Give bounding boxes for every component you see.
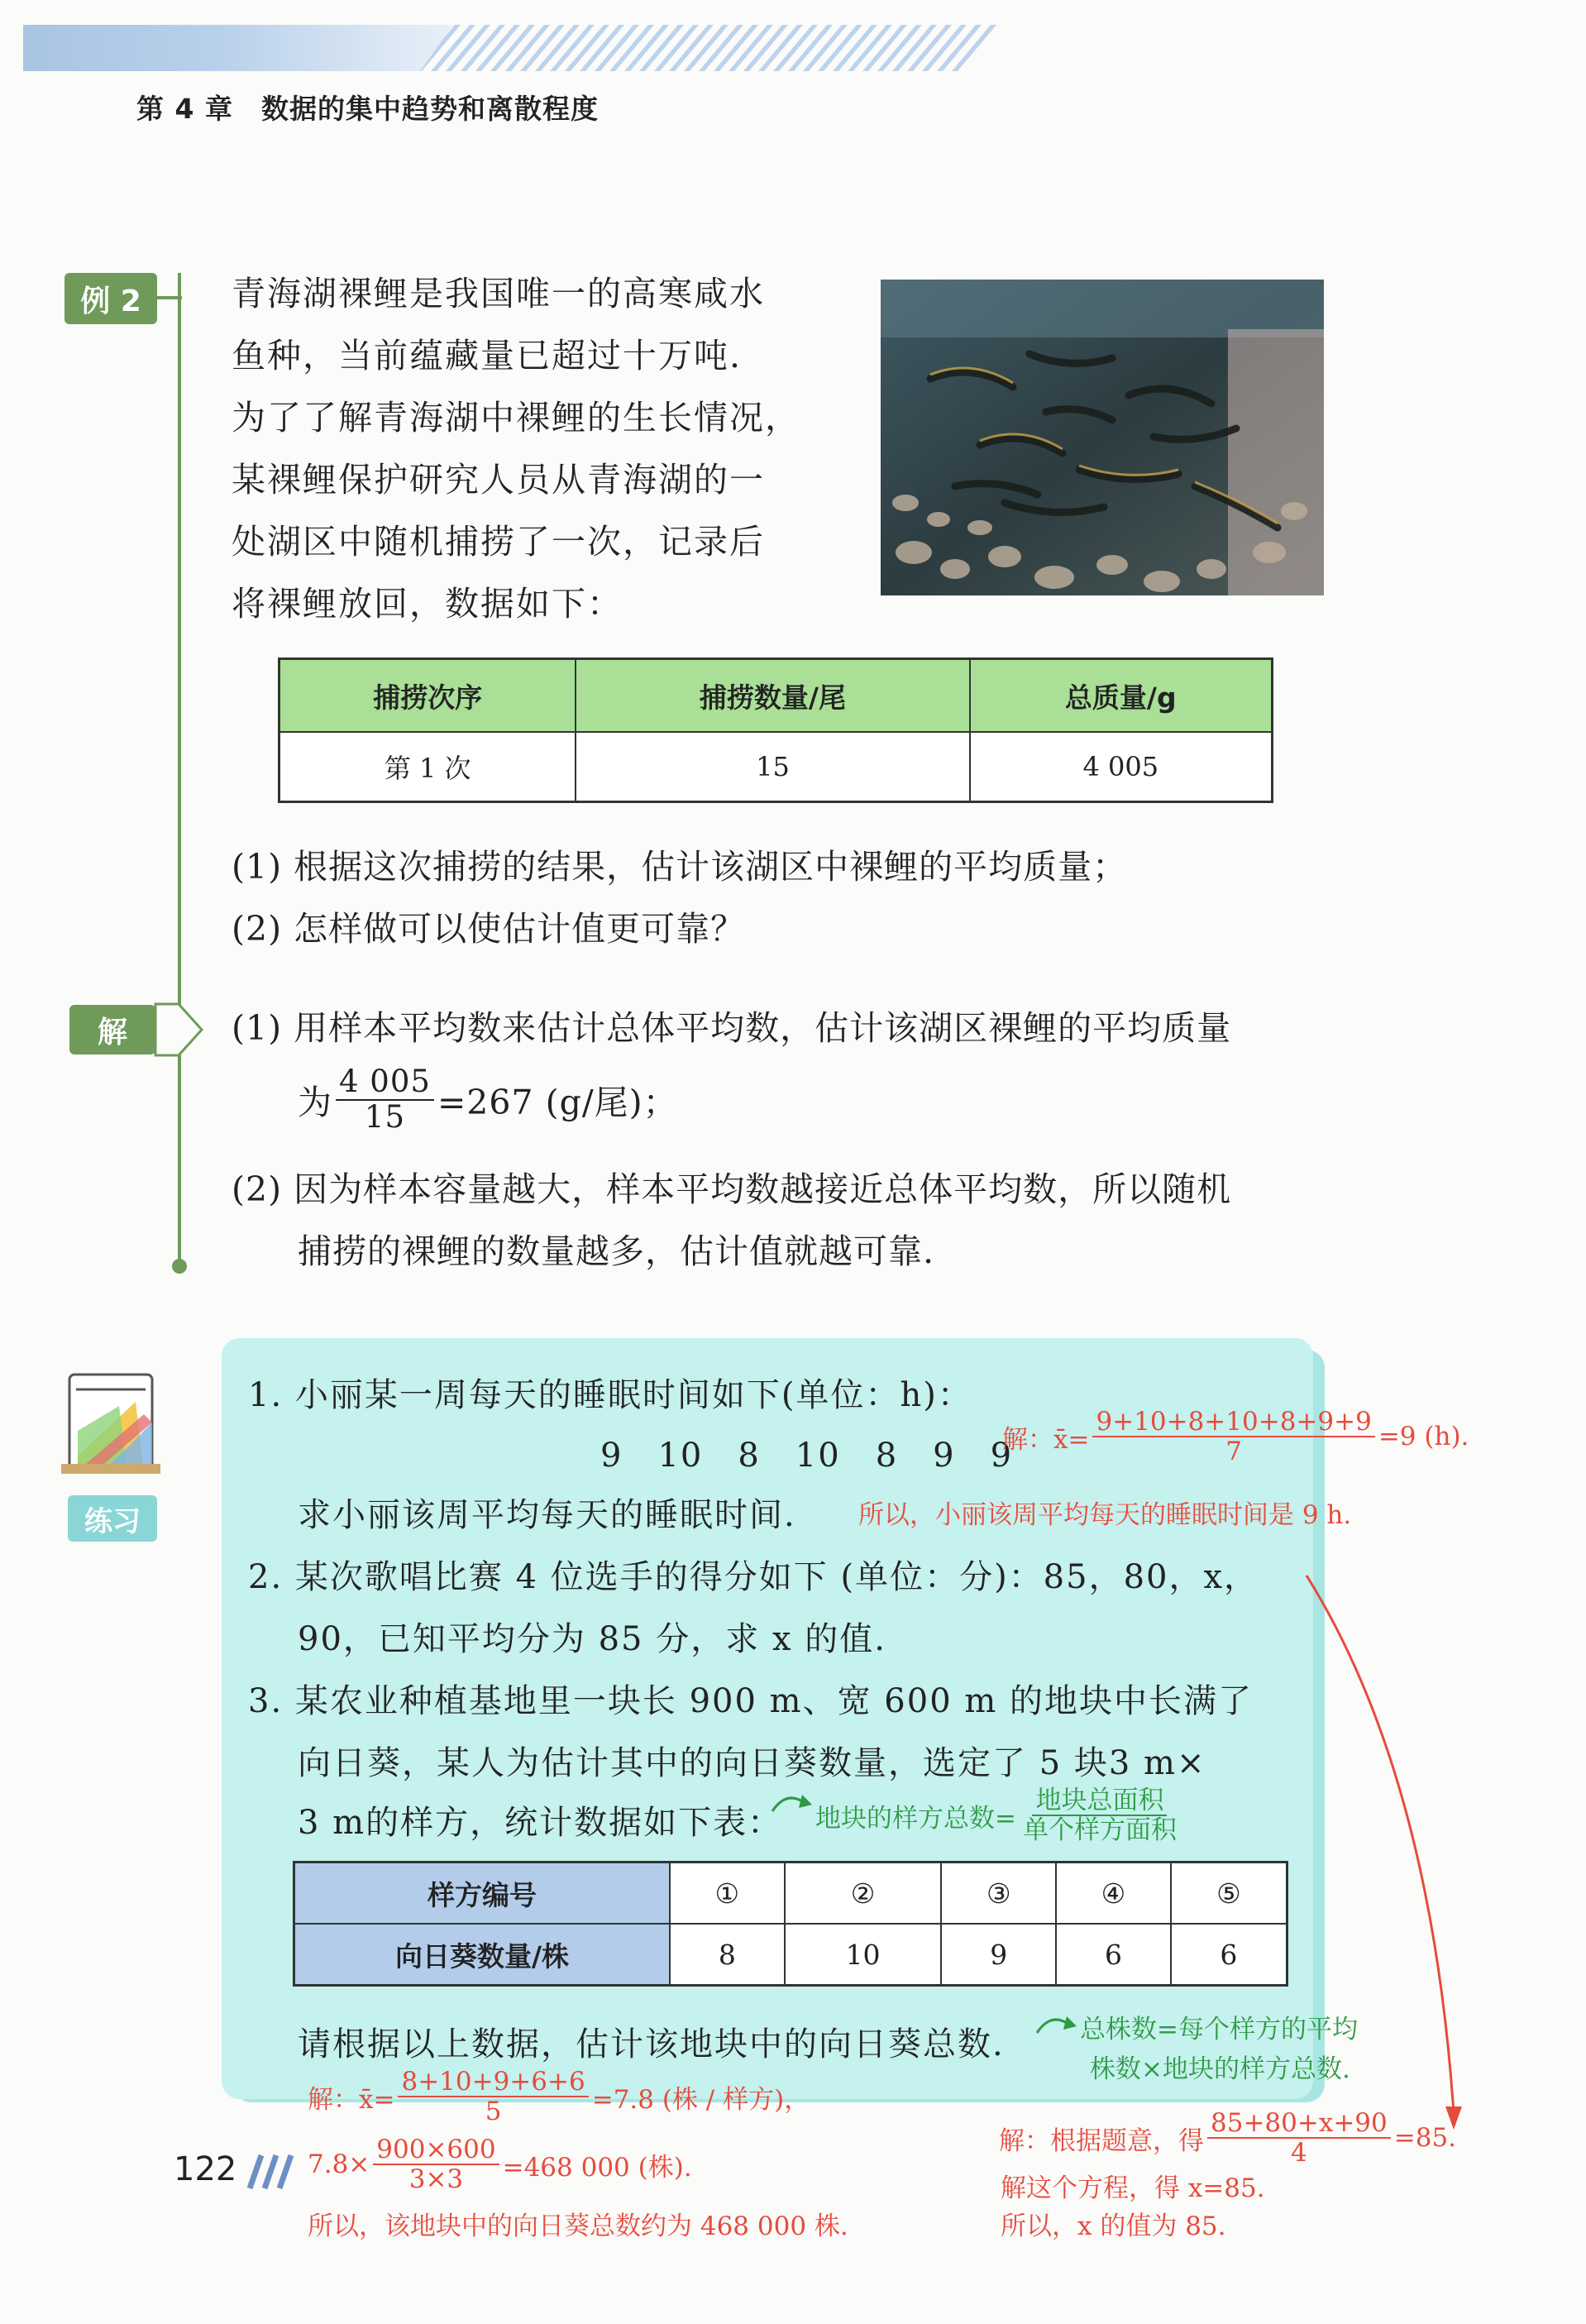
table-header-cell: 总质量/g [970,659,1273,733]
table-header-cell: 捕捞数量/尾 [576,659,969,733]
answer-result: =85. [1393,2123,1457,2154]
solution-arrow-icon [154,1002,203,1057]
fraction-numerator: 9+10+8+10+8+9+9 [1092,1408,1374,1437]
answer-fraction [1092,1408,1374,1466]
table-cell: 8 [670,1924,785,1986]
table-cell: ④ [1056,1863,1171,1925]
q3-handwritten-answer-1 [308,2068,810,2126]
solution-prefix: 为 [298,1083,332,1123]
table-cell: 4 005 [970,732,1273,802]
green-arrow-icon [1034,2008,1083,2041]
green-note-total-line2: 株数×地块的样方总数. [1090,2054,1350,2084]
practice-notebook-icon [53,1356,177,1489]
practice-q1-data: 9 10 8 10 8 9 9 [600,1437,1014,1475]
q2-handwritten-answer-2: 解这个方程，得 x=85. [1001,2173,1265,2203]
q1-handwritten-answer [1002,1408,1469,1466]
fraction-denominator: 单个样方面积 [1022,1815,1177,1846]
fraction-denominator: 7 [1225,1437,1243,1467]
answer-prefix: 7.8× [308,2149,370,2180]
practice-tag: 练习 [68,1495,157,1542]
fraction-denominator: 5 [485,2097,502,2127]
practice-q2-line2: 90，已知平均分为 85 分，求 x 的值. [298,1620,886,1658]
solution-part1-line1: (1) 用样本平均数来估计总体平均数，估计该湖区裸鲤的平均质量 [232,1008,1232,1048]
practice-q2-line1: 2. 某次歌唱比赛 4 位选手的得分如下 (单位：分)：85，80，x， [248,1558,1259,1596]
fraction-numerator: 4 005 [336,1065,434,1101]
table-cell: ③ [941,1863,1056,1925]
answer-prefix: 解：x̄= [1002,1424,1090,1455]
note-fraction [1020,1786,1180,1844]
solution-part1-line2 [298,1065,678,1134]
example-tag-connector [157,296,182,299]
example-rule-end-dot [172,1259,187,1274]
page-number: 122 [174,2150,237,2188]
solution-part2-line1: (2) 因为样本容量越大，样本平均数越接近总体平均数，所以随机 [232,1169,1232,1209]
chapter-title: 第 4 章 数据的集中趋势和离散程度 [136,93,599,125]
fraction-denominator: 3×3 [408,2164,464,2195]
fraction-numerator: 85+80+x+90 [1207,2109,1391,2139]
problem-line: 鱼种，当前蕴藏量已超过十万吨. [232,336,743,375]
solution-tag: 解 [69,1005,155,1054]
answer-result: =7.8 (株 / 样方)， [591,2084,810,2115]
sunflower-data-table [293,1861,1288,1987]
green-note-sample-count [815,1786,1183,1844]
note-prefix: 地块的样方总数= [815,1803,1016,1834]
example-vertical-rule [178,273,181,1265]
answer-fraction [398,2068,588,2126]
table-cell: ② [785,1863,942,1925]
fraction-numerator: 8+10+9+6+6 [398,2068,588,2097]
fraction-denominator: 15 [364,1098,406,1135]
fish-photo [881,280,1324,595]
q2-handwritten-conclusion: 所以，x 的值为 85. [1001,2212,1226,2241]
table-header-row [279,659,1273,733]
fraction-numerator: 地块总面积 [1032,1786,1167,1816]
table-row-header: 样方编号 [294,1863,671,1925]
practice-q3-line3: 3 m的样方，统计数据如下表： [298,1804,783,1842]
problem-line: 为了了解青海湖中裸鲤的生长情况， [232,398,800,438]
fraction-numerator: 900×600 [373,2135,499,2165]
red-arrow-icon [1290,1567,1472,2138]
practice-q1-line1: 1. 小丽某一周每天的睡眠时间如下(单位：h)： [248,1376,972,1414]
table-cell: 10 [785,1924,942,1986]
practice-q1-line3: 求小丽该周平均每天的睡眠时间. [298,1496,796,1534]
mean-fraction [336,1065,434,1134]
question-2: (2) 怎样做可以使估计值更可靠？ [232,909,746,949]
answer-result: =468 000 (株). [502,2152,692,2183]
table-row-header: 向日葵数量/株 [294,1924,671,1986]
green-arrow-icon [769,1786,819,1820]
answer-prefix: 解：x̄= [308,2084,395,2115]
table-cell: 9 [941,1924,1056,1986]
table-cell: 第 1 次 [279,732,576,802]
problem-line: 青海湖裸鲤是我国唯一的高寒咸水 [232,274,765,313]
table-header-cell: 捕捞次序 [279,659,576,733]
table-cell: ① [670,1863,785,1925]
table-row [294,1924,1287,1986]
header-band [23,25,999,71]
answer-prefix: 解：根据题意，得 [999,2126,1204,2156]
solution-result: =267 (g/尾)； [437,1083,678,1123]
q1-handwritten-conclusion: 所以，小丽该周平均每天的睡眠时间是 9 h. [858,1500,1352,1530]
q2-handwritten-answer-1 [999,2109,1456,2167]
page-number-stripes [238,2154,296,2190]
q3-handwritten-answer-2 [308,2135,692,2193]
fraction-denominator: 4 [1291,2138,1307,2169]
q3-handwritten-conclusion: 所以，该地块中的向日葵总数约为 468 000 株. [308,2212,848,2241]
answer-fraction [1207,2109,1391,2167]
answer-fraction [373,2135,499,2193]
table-header-row [294,1863,1287,1925]
practice-q3-line4: 请根据以上数据，估计该地块中的向日葵总数. [298,2025,1005,2063]
practice-q3-line1: 3. 某农业种植基地里一块长 900 m、宽 600 m 的地块中长满了 [248,1682,1254,1720]
problem-line: 处湖区中随机捕捞了一次，记录后 [232,522,765,562]
catch-data-table [278,658,1273,803]
practice-q3-line2: 向日葵，某人为估计其中的向日葵数量，选定了 5 块3 m× [298,1744,1206,1782]
table-row [279,732,1273,802]
solution-part2-line2: 捕捞的裸鲤的数量越多，估计值就越可靠. [298,1231,935,1271]
example-tag: 例 2 [64,273,157,324]
table-cell: 15 [576,732,969,802]
example-problem-text [232,263,843,635]
answer-result: =9 (h). [1378,1422,1469,1452]
problem-line: 某裸鲤保护研究人员从青海湖的一 [232,460,765,500]
question-1: (1) 根据这次捕捞的结果，估计该湖区中裸鲤的平均质量； [232,847,1128,887]
problem-line: 将裸鲤放回，数据如下： [232,584,623,624]
table-cell: 6 [1171,1924,1287,1986]
table-cell: 6 [1056,1924,1171,1986]
green-note-total-line1: 总株数=每个样方的平均 [1080,2015,1358,2044]
table-cell: ⑤ [1171,1863,1287,1925]
